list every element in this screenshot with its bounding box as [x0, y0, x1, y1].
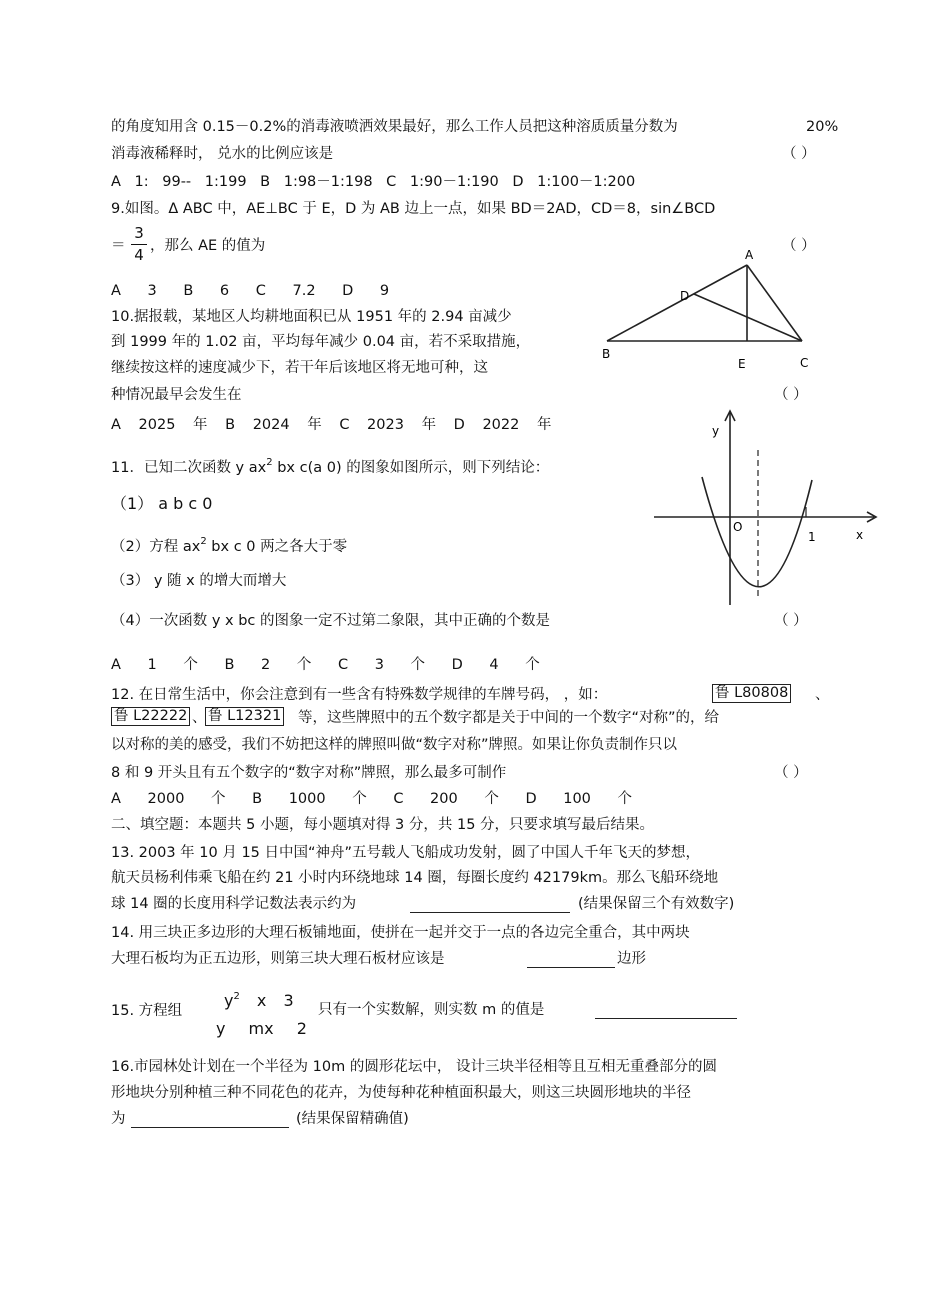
statement-2 [111, 537, 347, 555]
question-9: 9.如图。Δ ABC 中，AE⊥BC 于 E，D 为 AB 边上一点，如果 BD＝2AD，CD＝8，sin∠BCD [111, 201, 716, 217]
question-11 [111, 458, 549, 476]
answer-paren: （ ） [782, 238, 816, 254]
label-origin: O [733, 520, 743, 534]
label-b: B [602, 347, 611, 361]
options-q10: A 2025 年 B 2024 年 C 2023 年 D 2022 年 [111, 417, 552, 433]
s2-head: （2）方程 ax [111, 539, 201, 555]
equation-1 [224, 992, 294, 1009]
statement-4: （4）一次函数 y x bc 的图象一定不过第二象限，其中正确的个数是 [111, 613, 550, 629]
question-16: 16.市园林处计划在一个半径为 10m 的圆形花坛中， 设计三块半径相等且互相无重叠部分的圆 [111, 1059, 717, 1075]
statement-1: （1） a b c 0 [111, 494, 213, 513]
separator: 、 [815, 687, 830, 703]
separator: 、 [192, 710, 207, 726]
label-a: A [745, 248, 754, 262]
q9-numerator: 3 [134, 224, 144, 242]
triangle-figure [595, 245, 820, 375]
eq1-sup: 2 [233, 991, 240, 1002]
q9-equals: ＝ [111, 238, 126, 254]
license-plate-2: 鲁 L22222 [111, 707, 190, 726]
answer-paren: （ ） [782, 146, 816, 162]
question-10-line4: 种情况最早会发生在 [111, 387, 242, 403]
question-15: 15. 方程组 [111, 1003, 183, 1019]
fraction-bar [131, 244, 147, 245]
parabola-figure [650, 405, 885, 610]
eq1-y: y [224, 991, 234, 1010]
q15-rest: 只有一个实数解，则实数 m 的值是 [318, 1002, 545, 1018]
question-12-line4: 8 和 9 开头且有五个数字的“数字对称”牌照，那么最多可制作 [111, 765, 507, 781]
answer-paren: （ ） [774, 613, 808, 629]
answer-blank[interactable] [131, 1127, 289, 1128]
text-line: 消毒液稀释时， 兑水的比例应该是 [111, 146, 334, 162]
question-14-line2: 大理石板均为正五边形，则第三块大理石板材应该是 [111, 951, 445, 967]
label-d: D [680, 289, 690, 303]
label-one: 1 [808, 530, 816, 544]
question-16-line3: 为 [111, 1111, 126, 1127]
equation-2: y mx 2 [216, 1019, 307, 1038]
label-c: C [800, 356, 809, 370]
q16-note: (结果保留精确值) [296, 1111, 409, 1127]
label-e: E [738, 357, 746, 371]
q9-tail: ，那么 AE 的值为 [150, 238, 266, 254]
question-12-line2: 等，这些牌照中的五个数字都是关于中间的一个数字“对称”的，给 [298, 710, 720, 726]
options-q12: A 2000 个 B 1000 个 C 200 个 D 100 个 [111, 791, 633, 807]
label-y: y [712, 424, 720, 438]
label-x: x [856, 528, 864, 542]
license-plate-1: 鲁 L80808 [712, 684, 791, 703]
question-13-line3: 球 14 圈的长度用科学记数法表示约为 [111, 896, 357, 912]
statement-3: （3） y 随 x 的增大而增大 [111, 573, 287, 589]
question-13-line2: 航天员杨利伟乘飞船在约 21 小时内环绕地球 14 圈，每圈长度约 42179km。那么飞船环绕地 [111, 870, 719, 886]
q11-sup: 2 [266, 457, 273, 468]
question-10-line3: 继续按这样的速度减少下，若干年后该地区将无地可种，这 [111, 360, 488, 376]
question-13: 13. 2003 年 10 月 15 日中国“神舟”五号载人飞船成功发射，圆了中国人千年飞天的梦想， [111, 845, 701, 861]
q11-rest: bx c(a 0) 的图象如图所示，则下列结论： [272, 460, 550, 476]
q11-head: 11．已知二次函数 y ax [111, 460, 267, 476]
s2-sup: 2 [200, 536, 207, 547]
eq1-rest: x 3 [239, 991, 294, 1010]
answer-blank[interactable] [410, 912, 570, 913]
question-14: 14. 用三块正多边形的大理石板铺地面，使拼在一起并交于一点的各边完全重合，其中两块 [111, 925, 690, 941]
question-10: 10.据报载，某地区人均耕地面积已从 1951 年的 2.94 亩减少 [111, 309, 512, 325]
q13-note: (结果保留三个有效数字) [578, 896, 735, 912]
s2-rest: bx c 0 两之各大于零 [206, 539, 348, 555]
answer-blank[interactable] [595, 1018, 737, 1019]
parabola-curve [702, 477, 812, 587]
question-10-line2: 到 1999 年的 1.02 亩，平均每年减少 0.04 亩，若不采取措施， [111, 334, 531, 350]
text-percent: 20% [806, 119, 839, 135]
text-line: 的角度知用含 0.15－0.2%的消毒液喷洒效果最好，那么工作人员把这种溶质质量分数为 [111, 119, 678, 135]
question-12: 12. 在日常生活中，你会注意到有一些含有特殊数学规律的车牌号码， ，如： [111, 687, 608, 703]
options-q9: A 3 B 6 C 7.2 D 9 [111, 283, 390, 299]
question-12-line3: 以对称的美的感受，我们不妨把这样的牌照叫做“数字对称”牌照。如果让你负责制作只以 [111, 737, 678, 753]
q9-fraction [131, 226, 147, 263]
answer-paren: （ ） [774, 765, 808, 781]
question-16-line2: 形地块分别种植三种不同花色的花卉，为使每种花种植面积最大，则这三块圆形地块的半径 [111, 1085, 691, 1101]
license-plate-3: 鲁 L12321 [205, 707, 284, 726]
answer-paren: （ ） [774, 387, 808, 403]
q9-denominator: 4 [134, 246, 144, 264]
options-q11: A 1 个 B 2 个 C 3 个 D 4 个 [111, 657, 540, 673]
section-heading: 二、填空题：本题共 5 小题，每小题填对得 3 分，共 15 分，只要求填写最后结果。 [111, 817, 655, 833]
q14-suffix: 边形 [617, 951, 646, 967]
options-q8: A 1: 99-- 1:199 B 1:98－1:198 C 1:90－1:190 D 1:100－1:200 [111, 174, 636, 190]
answer-blank[interactable] [527, 967, 615, 968]
side-ab [607, 265, 747, 341]
